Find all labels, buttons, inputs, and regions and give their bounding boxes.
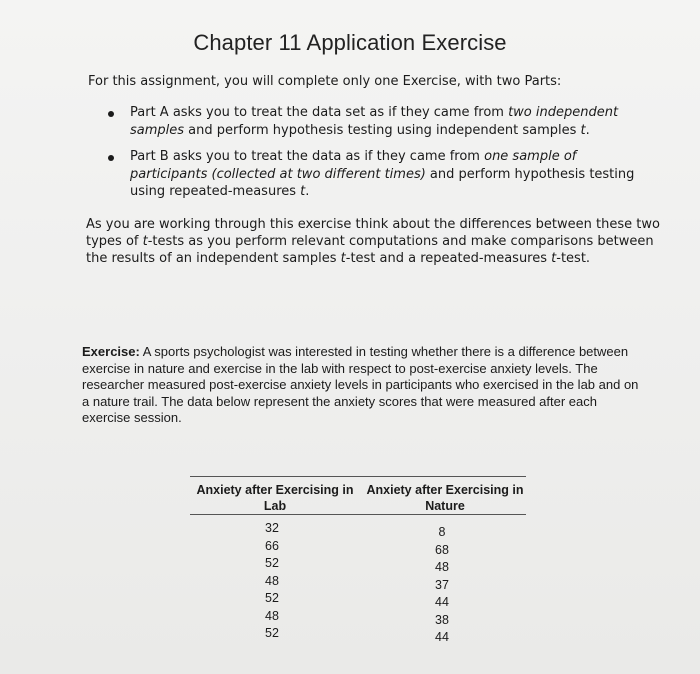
header-lab: Anxiety after Exercising in Lab — [196, 483, 354, 513]
table-cell-nature: 38 — [435, 612, 449, 627]
nature-column — [422, 524, 462, 647]
table-cell-lab: 52 — [265, 591, 279, 605]
page-title: Chapter 11 Application Exercise — [193, 30, 507, 55]
table-cell-lab: 48 — [265, 573, 279, 588]
summary-paragraph: As you are working through this exercise think about the differences between these two types of t-tests as you perform relevant computations and make comparisons between the results of an independent samples t-test and a repeated-measures t-test. — [86, 217, 660, 266]
table-top-rule — [190, 476, 526, 477]
header-nature: Anxiety after Exercising in Nature — [366, 483, 524, 513]
table-cell-lab: 48 — [265, 608, 279, 623]
table-cell-lab: 52 — [265, 556, 279, 570]
table-header-rule — [190, 514, 526, 515]
lab-column — [252, 520, 292, 643]
exercise-text: A sports psychologist was interested in testing whether there is a difference between exercise in nature and exercise in the lab with respect to post-exercise anxiety levels. The researcher measured post-exercise anxiety levels in participants who exercised in the lab and on a nature trail. The data below represent the anxiety scores that were measured after each exercise session. — [82, 344, 639, 425]
table-cell-lab: 32 — [265, 521, 279, 535]
bullet-dot — [108, 155, 114, 161]
bullet-part-b: Part B asks you to treat the data as if they came from one sample of participants (collected at two different times) and perform hypothesis testing using repeated-measures t. — [108, 148, 648, 201]
table-cell-lab: 66 — [265, 538, 279, 553]
table-cell-nature: 8 — [438, 525, 446, 539]
table-cell-nature: 48 — [435, 560, 449, 574]
exercise-paragraph — [82, 344, 642, 427]
table-cell-nature: 68 — [435, 542, 449, 557]
table-cell-lab: 52 — [265, 626, 279, 640]
bullet-list — [108, 104, 648, 210]
bullet-dot — [108, 111, 114, 117]
table-cell-nature: 37 — [435, 577, 449, 592]
bullet-part-a: Part A asks you to treat the data set as if they came from two independent samples and perform hypothesis testing using independent samples t. — [108, 104, 648, 139]
table-cell-nature: 44 — [435, 595, 449, 609]
intro-text: For this assignment, you will complete only one Exercise, with two Parts: — [88, 74, 562, 89]
table-cell-nature: 44 — [435, 630, 449, 644]
exercise-label: Exercise: — [82, 344, 140, 359]
